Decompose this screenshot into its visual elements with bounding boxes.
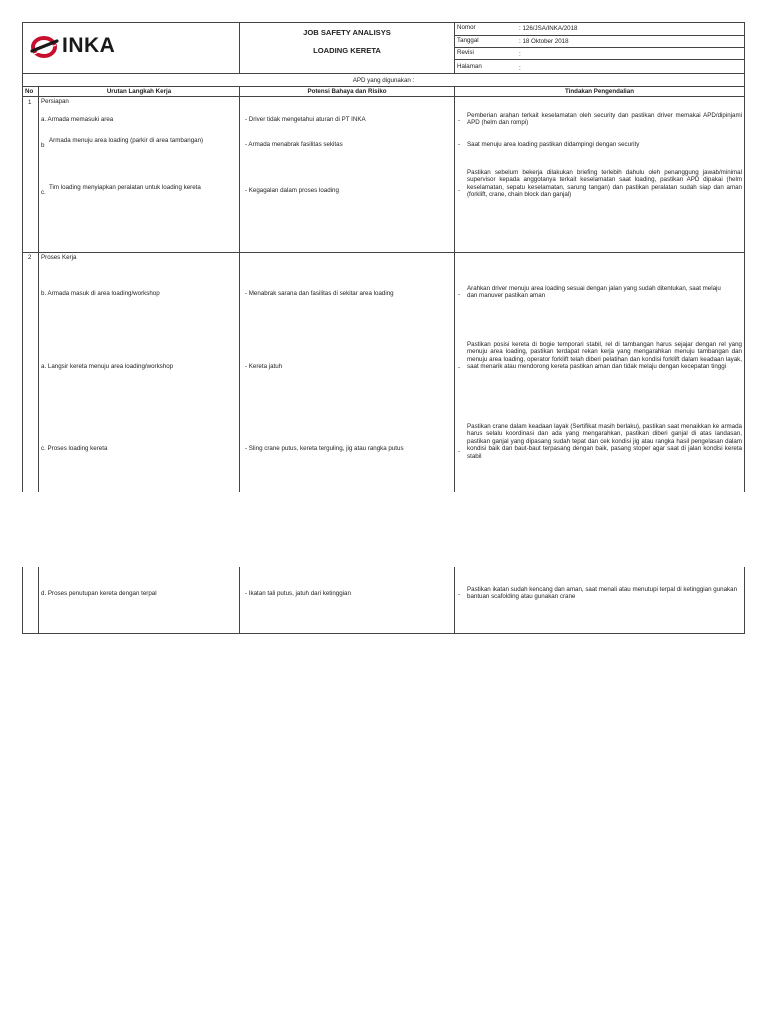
hazard-text: - Kegagalan dalam proses loading [245,187,339,194]
control-dash: - [458,141,461,148]
section-number: 1 [28,99,32,106]
control-dash: - [458,448,461,455]
hazard-text: - Driver tidak mengetahui aturan di PT INKA [245,116,366,123]
meta-value-tanggal: : 18 Oktober 2018 [519,38,569,45]
control-dash: - [458,364,461,371]
meta-value-nomor: : 126/JSA/INKA/2018 [519,25,578,32]
control-text: Pastikan posisi kereta di bogie temporari stabil, rel di tambangan harus sejajar dengan rel yang menuju area loading, pastikan terdapat rekan kerja yang mengarahkan menuju tambangan dan menuju area loading, operator forklift telah diberi pelatihan dan kondisi forklift dalam keadaan layak, saat menarik atau mendorong kereta pastikan aman dan tidak melaju dengan kecepatan tinggi [467,341,742,371]
step-text: Armada menuju area loading (parkir di area tambangan) [49,137,204,144]
rule [744,22,745,492]
rule [239,86,240,492]
meta-label-revisi: Revisi [457,49,474,56]
step-text: Tim loading menyiapkan peralatan untuk loading kereta [49,184,201,191]
logo-text: INKA [62,34,116,57]
document-subtitle: LOADING KERETA [313,46,381,55]
rule [454,86,455,492]
rule [22,22,745,23]
hazard-text: - Ikatan tali putus, jatuh dari ketinggian [245,590,351,597]
section-title: Proses Kerja [41,254,77,261]
step-text: a. Armada memasuki area [41,116,114,123]
meta-label-halaman: Halaman [457,63,482,70]
rule [239,567,240,634]
col-header-no: No [25,88,34,95]
control-text: Saat menuju area loading pastikan didampingi dengan security [467,141,640,148]
rule [22,73,745,74]
hazard-text: - Armada menabrak fasilitas sekitas [245,141,343,148]
rule [22,86,745,87]
apd-label: APD yang digunakan : [352,77,415,84]
rule [22,22,23,492]
hazard-text: - Kereta jatuh [245,363,283,370]
inka-logo [30,32,130,60]
col-header-controls: Tindakan Pengendalian [565,88,634,95]
meta-label-tanggal: Tanggal [457,37,479,44]
inka-emblem-icon [30,34,60,60]
control-text: Pastikan crane dalam keadaan layak (Sertifikat masih berlaku), pastikan saat menaikkan ke armada harus selalu koordinasi dan ada yang mengarahkan, pastikan diberi ganjal di atas landasan, pastikan ganjal yang dipasang sudah tepat dan cek kondisi jig atau rangka hasil pengelasan dalam kondisi baik dan baut-baut terpasang dengan baik, pasang stoper agar saat di jalan kondisi kereta stabil [467,423,742,460]
control-text: Pemberian arahan terkait keselamatan oleh security dan pastikan driver memakai APD/dipinjami APD (helm dan rompi) [467,112,742,127]
step-text: b. Armada masuk di area loading/workshop [41,290,160,297]
rule [454,47,745,48]
rule [744,567,745,634]
rule [38,86,39,492]
control-dash: - [458,291,461,298]
document-title: JOB SAFETY ANALISYS [303,28,391,37]
rule [454,35,745,36]
hazard-text: - Sling crane putus, kereta terguling, jig atau rangka putus [245,445,404,452]
rule [22,633,745,634]
step-prefix: b [41,142,45,149]
section-number: 2 [28,254,32,261]
rule [22,252,745,253]
control-dash: - [458,591,461,598]
col-header-steps: Urutan Langkah Kerja [106,88,172,95]
control-text: Arahkan driver menuju area loading sesuai dengan jalan yang sudah ditentukan, saat melaju dan manuver pastikan aman [467,285,721,300]
rule [38,567,39,634]
step-prefix: c. [41,189,46,196]
rule [454,567,455,634]
control-dash: - [458,187,461,194]
step-text: c. Proses loading kereta [41,445,108,452]
rule [22,96,745,97]
section-title: Persiapan [41,98,69,105]
meta-value-revisi: : [519,51,521,58]
col-header-hazards: Potensi Bahaya dan Risiko [307,88,387,95]
rule [22,567,23,634]
control-dash: - [458,117,461,124]
control-text: Pastikan sebelum bekerja dilakukan briefing terlebih dahulu oleh penanggung jawab/minimal supervisor kepada anggotanya terkait keselamatan saat loading, pastikan APD dipakai (helm keselamatan, sepatu keselamatan, sarung tangan) dan pastikan peralatan sudah siap dan aman (forklift, crane, chain block dan ganjal) [467,169,742,199]
meta-label-nomor: Nomor [457,24,476,31]
step-text: a. Langsir kereta menuju area loading/workshop [41,363,174,370]
meta-value-halaman: : [519,65,521,72]
step-text: d. Proses penutupan kereta dengan terpal [41,590,157,597]
hazard-text: - Menabrak sarana dan fasilitas di sekitar area loading [245,290,394,297]
rule [454,59,745,60]
control-text: Pastikan ikatan sudah kencang dan aman, saat menali atau menutupi terpal di ketinggian gunakan bantuan scafolding atau gunakan crane [467,586,738,601]
